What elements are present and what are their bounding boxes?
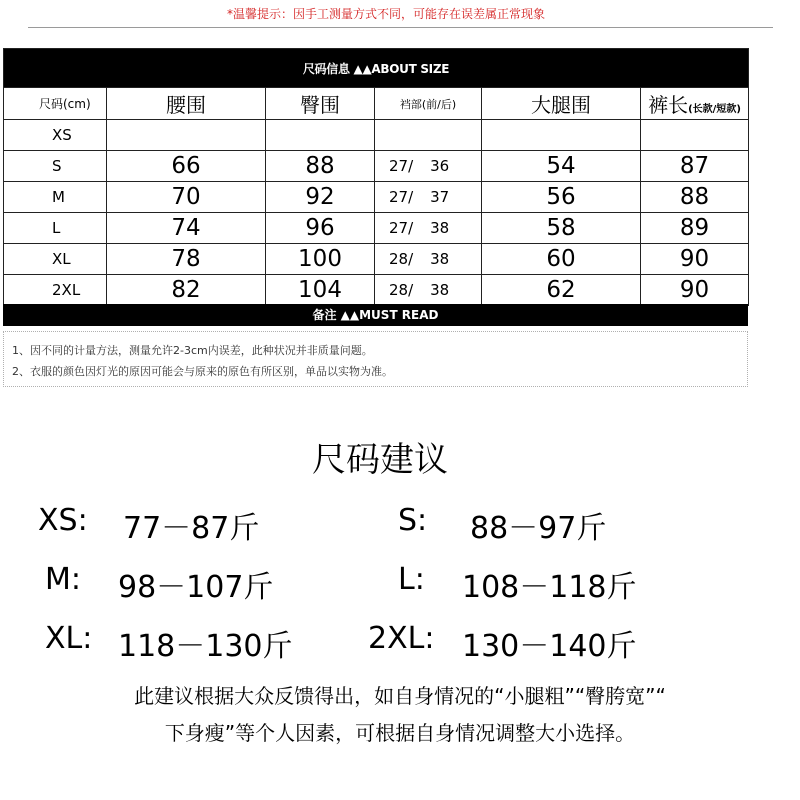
size-table — [3, 48, 749, 306]
cell-waist: 78 — [107, 244, 266, 275]
table-row — [4, 275, 749, 306]
cell-crotch-front: 28 — [389, 281, 409, 299]
advice-size-label: 2XL: — [368, 621, 435, 656]
cell-crotch-front: 27 — [389, 157, 409, 175]
cell-hip: 96 — [266, 213, 375, 244]
notes-box — [3, 331, 748, 387]
advice-size-label: XL: — [45, 621, 93, 656]
cell-thigh: 60 — [482, 244, 641, 275]
size-table-header-row — [4, 88, 749, 120]
advice-weight-range: 118－130斤 — [118, 629, 293, 664]
advice-size-label: XS: — [38, 503, 88, 538]
cell-thigh: 56 — [482, 182, 641, 213]
cell-size: XS — [4, 120, 107, 151]
note-item: 1、因不同的计量方法，测量允许2-3cm内误差，此种状况并非质量问题。 — [12, 344, 373, 357]
cell-crotch-front: 27 — [389, 188, 409, 206]
cell-hip: 92 — [266, 182, 375, 213]
cell-hip — [266, 120, 375, 151]
advice-weight-range: 77－87斤 — [123, 511, 260, 546]
cell-waist: 82 — [107, 275, 266, 306]
cell-length: 90 — [641, 275, 749, 306]
cell-thigh: 62 — [482, 275, 641, 306]
cell-hip: 104 — [266, 275, 375, 306]
advice-size-label: L: — [398, 562, 425, 597]
cell-size: 2XL — [4, 275, 107, 306]
cell-thigh: 54 — [482, 151, 641, 182]
size-table-title-row — [4, 49, 749, 88]
cell-crotch-back: 37 — [430, 188, 450, 206]
cell-crotch-back: 38 — [430, 281, 450, 299]
cell-crotch — [375, 151, 482, 182]
cell-size: M — [4, 182, 107, 213]
header-hip: 臀围 — [266, 88, 375, 120]
cell-crotch-slash: / — [408, 219, 414, 237]
advice-title: 尺码建议 — [312, 440, 448, 480]
note-item: 2、衣服的颜色因灯光的原因可能会与原来的原色有所区别，单品以实物为准。 — [12, 365, 393, 378]
cell-waist: 70 — [107, 182, 266, 213]
cell-crotch-front: 28 — [389, 250, 409, 268]
table-row — [4, 182, 749, 213]
cell-length: 89 — [641, 213, 749, 244]
cell-thigh — [482, 120, 641, 151]
header-thigh: 大腿围 — [482, 88, 641, 120]
size-table-title: 尺码信息 ▲▲ABOUT SIZE — [4, 49, 749, 88]
header-crotch — [375, 88, 482, 120]
cell-hip: 100 — [266, 244, 375, 275]
table-row — [4, 213, 749, 244]
advice-weight-range: 108－118斤 — [462, 570, 637, 605]
cell-crotch-back: 38 — [430, 250, 450, 268]
cell-crotch — [375, 120, 482, 151]
cell-crotch — [375, 182, 482, 213]
notice-divider — [28, 27, 773, 28]
header-size: 尺码(cm) — [4, 88, 107, 120]
header-length — [641, 88, 749, 120]
cell-length: 90 — [641, 244, 749, 275]
table-row — [4, 244, 749, 275]
cell-crotch-slash: / — [408, 188, 414, 206]
advice-paragraph-line: 下身瘦”等个人因素，可根据自身情况调整大小选择。 — [164, 721, 636, 745]
cell-crotch — [375, 244, 482, 275]
cell-waist: 66 — [107, 151, 266, 182]
cell-waist — [107, 120, 266, 151]
advice-weight-range: 88－97斤 — [470, 511, 607, 546]
cell-crotch-front: 27 — [389, 219, 409, 237]
cell-thigh: 58 — [482, 213, 641, 244]
cell-waist: 74 — [107, 213, 266, 244]
advice-paragraph-line: 此建议根据大众反馈得出，如自身情况的“小腿粗”“臀胯宽”“ — [134, 684, 666, 708]
cell-crotch-back: 38 — [430, 219, 450, 237]
header-length-sub: (长款/短款) — [688, 104, 741, 115]
advice-size-label: M: — [45, 562, 81, 597]
warm-notice: *温馨提示：因手工测量方式不同，可能存在误差属正常现象 — [226, 7, 545, 21]
cell-crotch — [375, 275, 482, 306]
cell-length: 87 — [641, 151, 749, 182]
cell-crotch-slash: / — [408, 157, 414, 175]
cell-crotch-back: 36 — [430, 157, 450, 175]
header-length-label: 裤长 — [648, 93, 689, 117]
cell-size: L — [4, 213, 107, 244]
table-row — [4, 120, 749, 151]
cell-hip: 88 — [266, 151, 375, 182]
advice-weight-range: 130－140斤 — [462, 629, 637, 664]
cell-size: XL — [4, 244, 107, 275]
header-waist: 腰围 — [107, 88, 266, 120]
cell-length: 88 — [641, 182, 749, 213]
cell-crotch — [375, 213, 482, 244]
header-crotch-label: 裆部 — [399, 97, 422, 111]
notes-title: 备注 ▲▲MUST READ — [3, 304, 748, 326]
cell-crotch-slash: / — [408, 281, 414, 299]
advice-size-label: S: — [398, 503, 428, 538]
cell-length — [641, 120, 749, 151]
advice-weight-range: 98－107斤 — [118, 570, 274, 605]
table-row — [4, 151, 749, 182]
cell-crotch-slash: / — [408, 250, 414, 268]
header-crotch-sub: (前/后) — [421, 97, 457, 111]
cell-size: S — [4, 151, 107, 182]
